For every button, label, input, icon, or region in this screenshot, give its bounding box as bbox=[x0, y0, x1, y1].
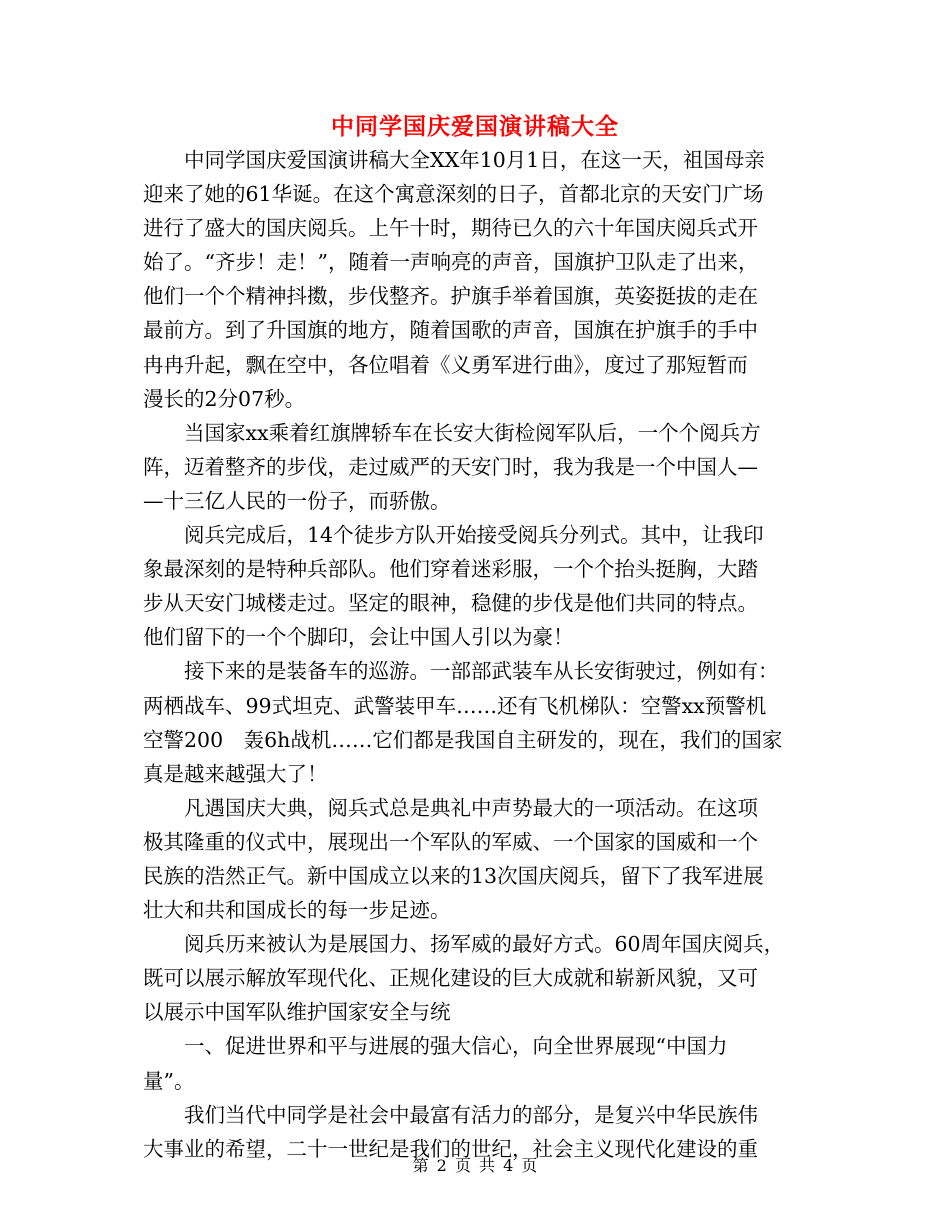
body-line: 一、促进世界和平与进展的强大信心，向全世界展现“中国力 bbox=[143, 1034, 728, 1059]
body-line: 极其隆重的仪式中，展现出一个军队的军威、一个国家的国威和一个 bbox=[143, 829, 758, 854]
body-line: 最前方。到了升国旗的地方，随着国歌的声音，国旗在护旗手的手中 bbox=[143, 318, 758, 343]
body-line: 他们一个个精神抖擞，步伐整齐。护旗手举着国旗，英姿挺拔的走在 bbox=[143, 284, 758, 309]
body-line: 壮大和共和国成长的每一步足迹。 bbox=[143, 898, 451, 923]
body-line: 冉冉升起，飘在空中，各位唱着《义勇军进行曲》，度过了那短暂而 bbox=[143, 352, 748, 377]
body-line: 阵，迈着整齐的步伐，走过威严的天安门时，我为我是一个中国人— bbox=[143, 454, 758, 479]
body-line: 中同学国庆爱国演讲稿大全XX年10月1日，在这一天，祖国母亲 bbox=[143, 148, 765, 172]
body-line: 进行了盛大的国庆阅兵。上午十时，期待已久的六十年国庆阅兵式开 bbox=[143, 216, 758, 241]
body-line: 民族的浩然正气。新中国成立以来的13次国庆阅兵，留下了我军进展 bbox=[143, 863, 764, 888]
body-line: 始了。“齐步！走！”，随着一声响亮的声音，国旗护卫队走了出来， bbox=[143, 250, 759, 275]
body-line: 当国家xx乘着红旗牌轿车在长安大街检阅军队后，一个个阅兵方 bbox=[143, 420, 761, 445]
body-line: 象最深刻的是特种兵部队。他们穿着迷彩服，一个个抬头挺胸，大踏 bbox=[143, 557, 758, 582]
page-footer: 第 2 页 共 4 页 bbox=[412, 1156, 538, 1175]
body-line: 空警200 轰6h战机……它们都是我国自主研发的，现在，我们的国家 bbox=[143, 727, 783, 752]
body-line: 阅兵完成后，14个徒步方队开始接受阅兵分列式。其中，让我印 bbox=[143, 523, 764, 548]
body-line: 凡遇国庆大典，阅兵式总是典礼中声势最大的一项活动。在这项 bbox=[143, 795, 758, 820]
body-line: 步从天安门城楼走过。坚定的眼神，稳健的步伐是他们共同的特点。 bbox=[143, 591, 758, 616]
body-line: 迎来了她的61华诞。在这个寓意深刻的日子，首都北京的天安门广场 bbox=[143, 182, 764, 207]
body-line: 既可以展示解放军现代化、正规化建设的巨大成就和崭新风貌，又可 bbox=[143, 966, 758, 991]
body-line: —十三亿人民的一份子，而骄傲。 bbox=[143, 488, 451, 513]
body-line: 阅兵历来被认为是展国力、扬军威的最好方式。60周年国庆阅兵， bbox=[143, 932, 785, 957]
body-line: 真是越来越强大了！ bbox=[143, 761, 328, 786]
body-line: 以展示中国军队维护国家安全与统 bbox=[143, 1000, 451, 1025]
document-body bbox=[143, 143, 808, 1166]
body-line: 大事业的希望，二十一世纪是我们的世纪，社会主义现代化建设的重 bbox=[143, 1136, 758, 1161]
body-line: 量”。 bbox=[143, 1068, 195, 1093]
document-title: 中同学国庆爱国演讲稿大全 bbox=[331, 113, 619, 140]
body-line: 两栖战车、99式坦克、武警装甲车……还有飞机梯队：空警xx预警机 bbox=[143, 693, 767, 718]
body-line: 漫长的2分07秒。 bbox=[143, 386, 306, 411]
body-line: 他们留下的一个个脚印，会让中国人引以为豪！ bbox=[143, 625, 574, 650]
body-line: 我们当代中同学是社会中最富有活力的部分，是复兴中华民族伟 bbox=[143, 1102, 758, 1127]
body-line: 接下来的是装备车的巡游。一部部武装车从长安街驶过，例如有： bbox=[143, 659, 779, 684]
